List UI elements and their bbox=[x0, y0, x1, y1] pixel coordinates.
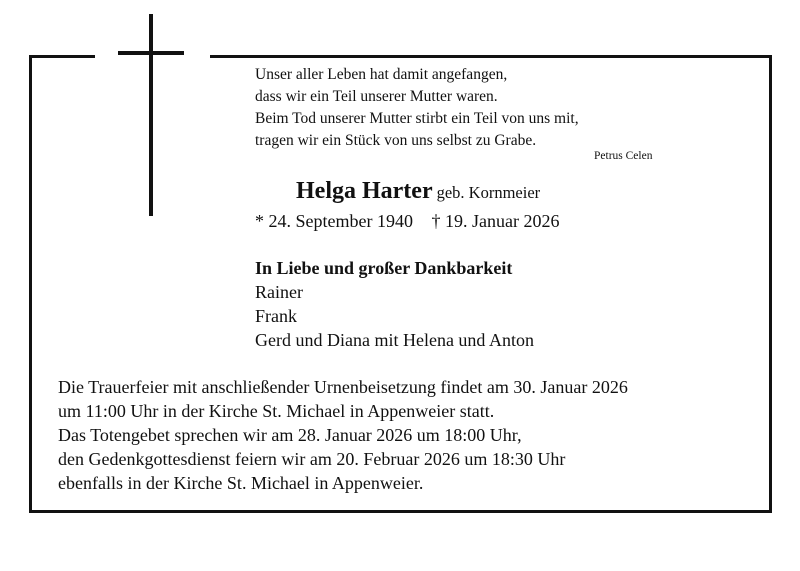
poem-line: Beim Tod unserer Mutter stirbt ein Teil von uns mit, bbox=[255, 110, 579, 127]
frame-bottom-line bbox=[29, 510, 772, 513]
ceremony-line: den Gedenkgottesdienst feiern wir am 20. Februar 2026 um 18:30 Uhr bbox=[58, 449, 566, 469]
cross-horizontal-bar bbox=[118, 51, 184, 55]
frame-left-line bbox=[29, 55, 32, 513]
frame-top-left-line bbox=[29, 55, 95, 58]
deceased-name: Helga Harter bbox=[296, 178, 433, 204]
deceased-name-line bbox=[296, 178, 540, 205]
frame-top-right-line bbox=[210, 55, 772, 58]
birth-date: * 24. September 1940 bbox=[255, 211, 413, 231]
death-date: † 19. Januar 2026 bbox=[431, 211, 560, 231]
family-heading: In Liebe und großer Dankbarkeit bbox=[255, 258, 513, 278]
poem-line: Unser aller Leben hat damit angefangen, bbox=[255, 66, 508, 83]
life-dates bbox=[255, 211, 559, 232]
cross-vertical-bar bbox=[149, 14, 153, 216]
ceremony-line: um 11:00 Uhr in der Kirche St. Michael in Appenweier statt. bbox=[58, 401, 495, 421]
ceremony-info bbox=[58, 375, 628, 495]
frame-right-line bbox=[769, 55, 772, 513]
poem-author: Petrus Celen bbox=[594, 150, 653, 162]
family-member: Gerd und Diana mit Helena und Anton bbox=[255, 330, 534, 350]
poem bbox=[255, 64, 579, 152]
family-member: Rainer bbox=[255, 282, 303, 302]
ceremony-line: ebenfalls in der Kirche St. Michael in Appenweier. bbox=[58, 473, 424, 493]
family-section bbox=[255, 256, 534, 352]
ceremony-line: Das Totengebet sprechen wir am 28. Januar 2026 um 18:00 Uhr, bbox=[58, 425, 522, 445]
deceased-birth-name: geb. Kornmeier bbox=[436, 183, 541, 202]
ceremony-line: Die Trauerfeier mit anschließender Urnenbeisetzung findet am 30. Januar 2026 bbox=[58, 377, 628, 397]
poem-line: dass wir ein Teil unserer Mutter waren. bbox=[255, 88, 498, 105]
poem-line: tragen wir ein Stück von uns selbst zu Grabe. bbox=[255, 132, 537, 149]
family-member: Frank bbox=[255, 306, 297, 326]
